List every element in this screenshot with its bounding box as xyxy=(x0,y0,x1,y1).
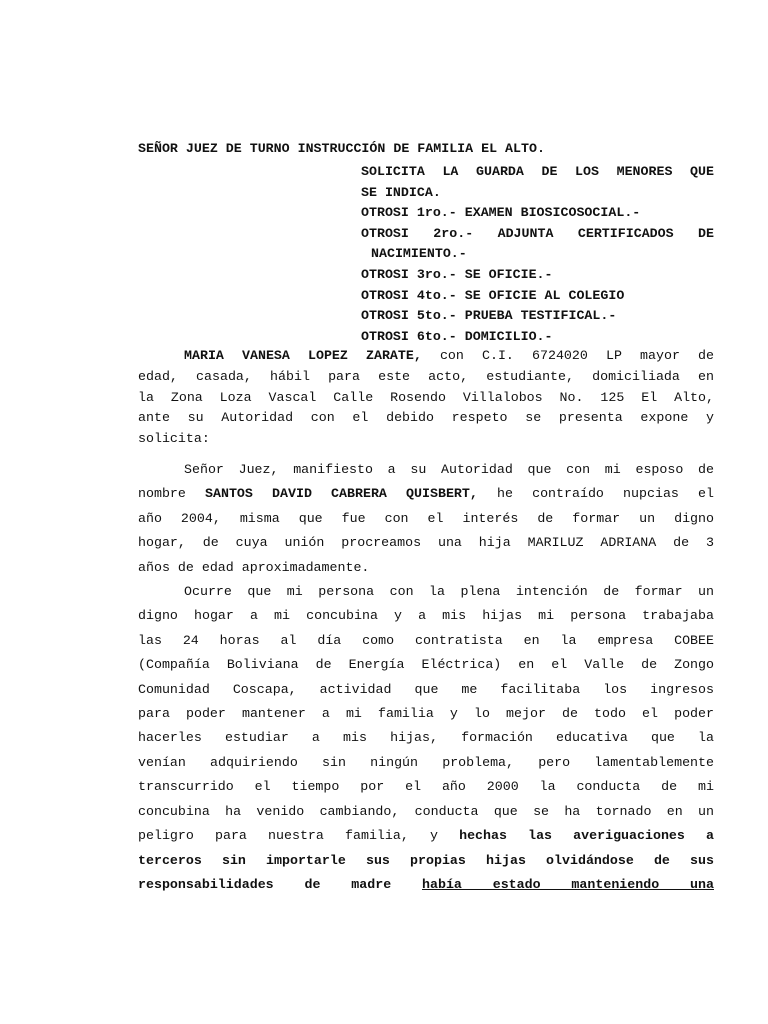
intro-line: solicita: xyxy=(138,431,210,447)
petition-line: SOLICITA LA GUARDA DE LOS MENORES QUE xyxy=(361,164,714,179)
petition-line: OTROSI 4to.- SE OFICIE AL COLEGIO xyxy=(361,287,625,303)
paragraph-text: he contraído nupcias el xyxy=(477,486,714,502)
intro-paragraph xyxy=(138,346,714,450)
paragraph-line: hacerles estudiar a mis hijas, formación educativa que la xyxy=(138,730,714,746)
paragraph-line: (Compañía Boliviana de Energía Eléctrica) en el Valle de Zongo xyxy=(138,657,714,673)
petitioner-name: MARIA VANESA LOPEZ ZARATE, xyxy=(184,348,422,363)
paragraph-line xyxy=(138,873,714,897)
intro-line: edad, casada, hábil para este acto, estudiante, domiciliada en xyxy=(138,368,714,384)
paragraph-line xyxy=(138,824,714,848)
document-heading: SEÑOR JUEZ DE TURNO INSTRUCCIÓN DE FAMILIA EL ALTO. xyxy=(138,141,545,156)
paragraph-line: año 2004, misma que fue con el interés de formar un digno xyxy=(138,510,714,526)
paragraph-line: digno hogar a mi concubina y a mis hijas mi persona trabajaba xyxy=(138,608,714,624)
paragraph-text: peligro para nuestra familia, y xyxy=(138,828,460,844)
emphasis-text: terceros sin importarle sus propias hijas olvidándose de sus xyxy=(138,852,714,868)
intro-line: la Zona Loza Vascal Calle Rosendo Villalobos No. 125 El Alto, xyxy=(138,389,714,405)
paragraph-line: hogar, de cuya unión procreamos una hija MARILUZ ADRIANA de 3 xyxy=(138,535,714,551)
petition-line: OTROSI 6to.- DOMICILIO.- xyxy=(361,328,553,344)
petition-line: NACIMIENTO.- xyxy=(371,246,467,262)
petition-line: SE INDICA. xyxy=(361,184,441,200)
petition-line: OTROSI 1ro.- EXAMEN BIOSICOSOCIAL.- xyxy=(361,205,641,221)
intro-line: ante su Autoridad con el debido respeto se presenta expone y xyxy=(138,410,714,426)
intro-line xyxy=(138,346,714,367)
paragraph-line: las 24 horas al día como contratista en la empresa COBEE xyxy=(138,632,714,648)
petition-summary xyxy=(361,162,714,347)
body-text xyxy=(138,458,714,897)
intro-text: con C.I. 6724020 LP mayor de xyxy=(421,348,714,363)
paragraph-line: Comunidad Coscapa, actividad que me facilitaba los ingresos xyxy=(138,681,714,697)
paragraph-line xyxy=(138,482,714,506)
emphasis-text: responsabilidades de madre xyxy=(138,876,422,892)
paragraph-line: años de edad aproximadamente. xyxy=(138,559,370,575)
paragraph-text: nombre xyxy=(138,486,206,502)
emphasis-text: hechas las averiguaciones a xyxy=(459,828,714,844)
petition-line: OTROSI 2ro.- ADJUNTA CERTIFICADOS DE xyxy=(361,225,714,241)
paragraph-line: concubina ha venido cambiando, conducta que se ha tornado en un xyxy=(138,803,714,819)
paragraph-line: Ocurre que mi persona con la plena intención de formar un xyxy=(184,584,714,600)
underlined-text: había estado manteniendo una xyxy=(422,876,714,892)
petition-line: OTROSI 5to.- PRUEBA TESTIFICAL.- xyxy=(361,308,617,324)
paragraph-line xyxy=(138,849,714,873)
petition-line: OTROSI 3ro.- SE OFICIE.- xyxy=(361,266,553,282)
paragraph-line: para poder mantener a mi familia y lo mejor de todo el poder xyxy=(138,706,714,722)
paragraph-line: venían adquiriendo sin ningún problema, pero lamentablemente xyxy=(138,754,714,770)
spouse-name: SANTOS DAVID CABRERA QUISBERT, xyxy=(205,486,478,502)
paragraph-line: Señor Juez, manifiesto a su Autoridad que con mi esposo de xyxy=(184,462,714,477)
paragraph-line: transcurrido el tiempo por el año 2000 la conducta de mi xyxy=(138,779,714,795)
